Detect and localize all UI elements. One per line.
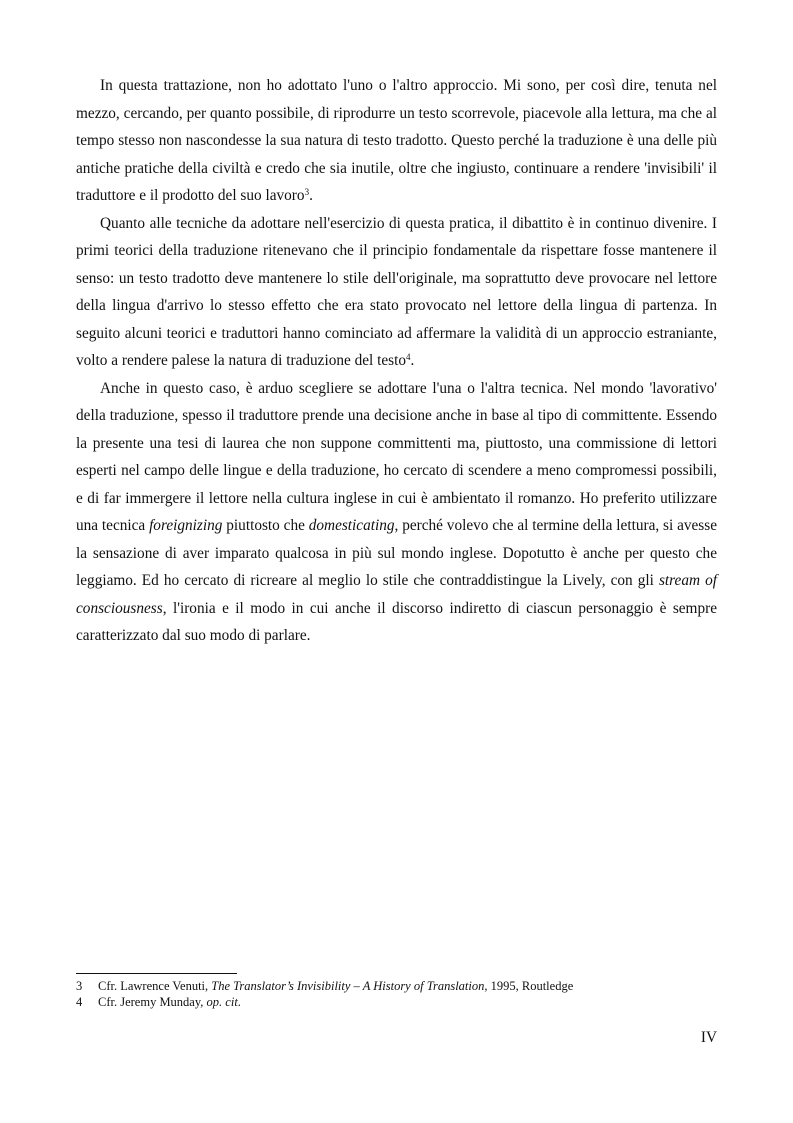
body-text (76, 72, 717, 650)
text-run: , 1995, Routledge (484, 979, 574, 993)
paragraph (76, 210, 717, 375)
footnote-text (98, 995, 241, 1011)
text-run: Anche in questo caso, è arduo scegliere se adottare l'una o l'altra tecnica. Nel mondo 'lavorativo' della traduzione, spesso il traduttore prende una decisione anche in base al tipo di committente. Essendo la presente una tesi di laurea che non suppone committenti ma, piuttosto, una commissione di lettori esperti nel campo delle lingue e della traduzione, ho cercato di scendere a meno compromessi possibili, e di far immergere il lettore nella cultura inglese in cui è ambientato il romanzo. Ho preferito utilizzare una tecnica (76, 379, 717, 534)
text-run: Cfr. Lawrence Venuti, (98, 979, 212, 993)
footnote-number: 4 (76, 994, 83, 1009)
page-number: IV (700, 1029, 717, 1046)
footnote-reference: 3 (304, 187, 310, 197)
text-run: . (309, 187, 313, 204)
text-run: Cfr. Jeremy Munday, (98, 994, 207, 1009)
text-run: , perché volevo che al termine della lettura, si avesse la sensazione di aver imparato qualcosa in più sul mondo inglese. Dopotutto è anche per questo che leggiamo. Ed ho cercato di ricreare al meglio lo stile che contraddistingue la Lively, con gli (76, 517, 717, 589)
text-run: Quanto alle tecniche da adottare nell'esercizio di questa pratica, il dibattito è in continuo divenire. I primi teorici della traduzione ritenevano che il principio fondamentale da rispettare fosse mantenere il senso: un testo tradotto deve mantenere lo stile dell'originale, ma soprattutto deve provocare nel lettore della lingua d'arrivo lo stesso effetto che era stato provocato nel lettore della lingua di partenza. In seguito alcuni teorici e traduttori hanno cominciato ad affermare la validità di un approccio estraniante, volto a rendere palese la natura di traduzione del testo (76, 214, 717, 369)
footnote-number: 3 (76, 979, 83, 993)
italic-title: The Translator’s Invisibility – A History of Translation (211, 979, 485, 993)
footnote-text (98, 979, 573, 995)
footnote (76, 995, 717, 1011)
paragraph (76, 375, 717, 650)
footnote-separator (76, 973, 237, 974)
footnote (76, 979, 717, 995)
footnote-reference: 4 (406, 352, 411, 362)
italic-term: op. cit (206, 994, 238, 1009)
footnotes (76, 979, 717, 1010)
paragraph (76, 72, 717, 210)
italic-term: stream of consciousness (76, 572, 717, 617)
text-run: piuttosto che (222, 517, 309, 534)
text-run: , l'ironia e il modo in cui anche il discorso indiretto di ciascun personaggio è sempre caratterizzato dal suo modo di parlare. (76, 599, 717, 644)
text-run: In questa trattazione, non ho adottato l'uno o l'altro approccio. Mi sono, per così dire, tenuta nel mezzo, cercando, per quanto possibile, di riprodurre un testo scorrevole, piacevole alla lettura, ma che al tempo stesso non nascondesse la sua natura di testo tradotto. Questo perché la traduzione è una delle più antiche pratiche della civiltà e credo che sia inutile, oltre che ingiusto, continuare a rendere 'invisibili' il traduttore e il prodotto del suo lavoro (76, 77, 717, 204)
italic-term: foreignizing (149, 517, 223, 534)
text-run: . (237, 994, 241, 1009)
text-run: . (410, 352, 415, 369)
italic-term: domesticating (308, 517, 395, 534)
